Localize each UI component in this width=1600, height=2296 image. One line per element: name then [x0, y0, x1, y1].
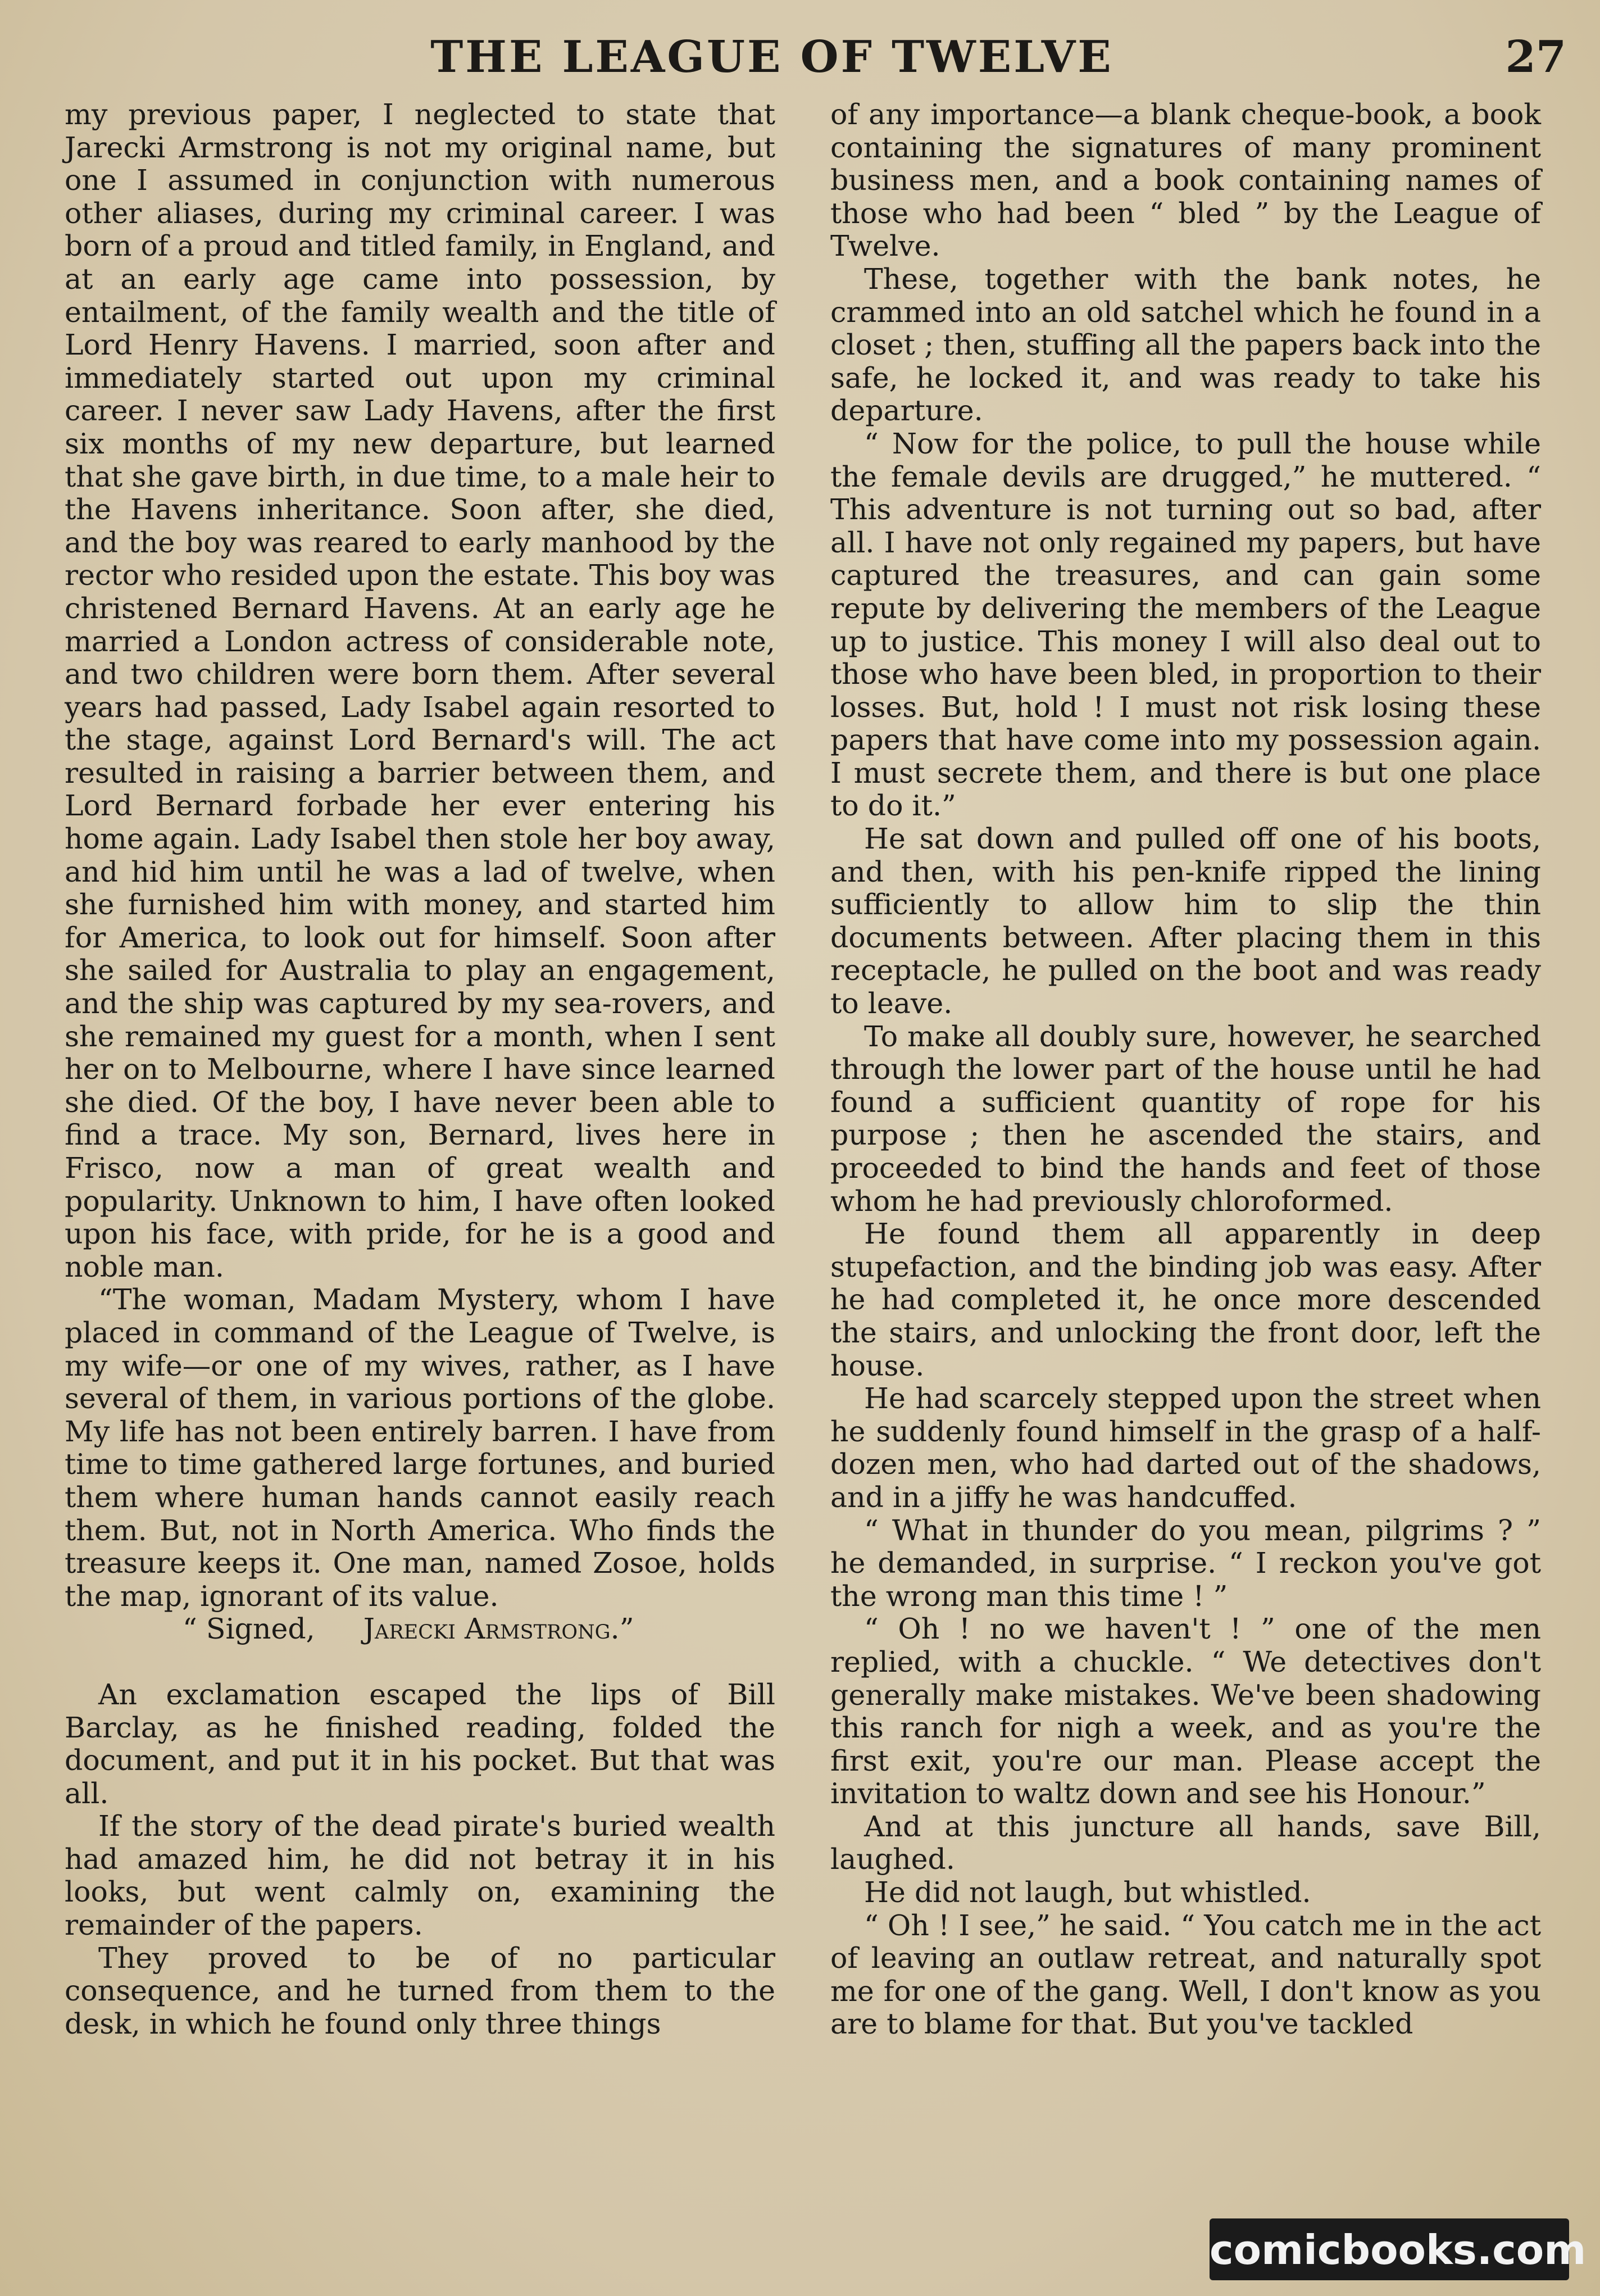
page-header	[62, 26, 1566, 88]
paragraph: He found them all apparently in deep stupefaction, and the binding job was easy. After he had completed it, he once more descended the stairs, and unlocking the front door, left the house.	[830, 1217, 1541, 1382]
paragraph: “ Oh ! no we haven't ! ” one of the men replied, with a chuckle. “ We detectives don't generally make mistakes. We've been shadowing this ranch for nigh a week, and as you're the first exit, you're our man. Please accept the invitation to waltz down and see his Honour.”	[830, 1612, 1541, 1811]
right-column	[830, 98, 1541, 2041]
paragraph: “The woman, Madam Mystery, whom I have placed in command of the League of Twelve, is my wife—or one of my wives, rather, as I have several of them, in various portions of the globe. My life has not been entirely barren. I have from time to time gathered large fortunes, and buried them where human hands cannot easily reach them. But, not in North America. Who finds the treasure keeps it. One man, named Zosoe, holds the map, ignorant of its value.	[65, 1283, 775, 1613]
paragraph: “ Now for the police, to pull the house while the female devils are drugged,” he muttered. “ This adventure is not turning out so bad, after all. I have not only regained my papers, but have captured the treasures, and can gain some repute by delivering the members of the League up to justice. This money I will also deal out to those who have been bled, in proportion to their losses. But, hold ! I must not risk losing these papers that have come into my possession again. I must secrete them, and there is but one place to do it.”	[830, 426, 1541, 823]
paragraph: If the story of the dead pirate's buried wealth had amazed him, he did not betray it in his looks, but went calmly on, examining the remainder of the papers.	[65, 1809, 775, 1942]
paragraph: He sat down and pulled off one of his boots, and then, with his pen-knife ripped the lining sufficiently to allow him to slip the thin documents between. After placing them in this receptacle, he pulled on the boot and was ready to leave.	[830, 822, 1541, 1020]
paragraph: of any importance—a blank cheque-book, a book containing the signatures of many prominent business men, and a book containing names of those who had been “ bled ” by the League of Twelve.	[830, 98, 1541, 263]
paragraph: He did not laugh, but whistled.	[864, 1876, 1311, 1909]
paragraph: To make all doubly sure, however, he searched through the lower part of the house until he had found a sufficient quantity of rope for his purpose ; then he ascended the stairs, and proceeded to bind the hands and feet of those whom he had previously chloroformed.	[830, 1019, 1541, 1218]
watermark	[1210, 2218, 1587, 2280]
signature-label: “ Signed,	[183, 1612, 315, 1646]
signature-line	[65, 1613, 775, 1646]
paragraph: my previous paper, I neglected to state that Jarecki Armstrong is not my original name, but one I assumed in conjunction with numerous other aliases, during my criminal career. I was born of a proud and titled family, in England, and at an early age came into possession, by entailment, of the family wealth and the title of Lord Henry Havens. I married, soon after and immediately started out upon my criminal career. I never saw Lady Havens, after the first six months of my new departure, but learned that she gave birth, in due time, to a male heir to the Havens inheritance. Soon after, she died, and the boy was reared to early manhood by the rector who resided upon the estate. This boy was christened Bernard Havens. At an early age he married a London actress of considerable note, and two children were born them. After several years had passed, Lady Isabel again resorted to the stage, against Lord Bernard's will. The act resulted in raising a barrier between them, and Lord Bernard forbade her ever entering his home again. Lady Isabel then stole her boy away, and hid him until he was a lad of twelve, when she furnished him with money, and started him for America, to look out for himself. Soon after she sailed for Australia to play an engagement, and the ship was captured by my sea-rovers, and she remained my guest for a month, when I sent her on to Melbourne, where I have since learned she died. Of the boy, I have never been able to find a trace. My son, Bernard, lives here in Frisco, now a man of great wealth and popularity. Unknown to him, I have often looked upon his face, with pride, for he is a good and noble man.	[65, 98, 775, 1283]
paragraph: They proved to be of no particular consequence, and he turned from them to the desk, in which he found only three things	[65, 1941, 775, 2040]
paragraph: An exclamation escaped the lips of Bill Barclay, as he finished reading, folded the document, and put it in his pocket. But that was all.	[65, 1677, 775, 1810]
paragraph: He had scarcely stepped upon the street when he suddenly found himself in the grasp of a half-dozen men, who had darted out of the shadows, and in a jiffy he was handcuffed.	[830, 1382, 1541, 1514]
running-title: THE LEAGUE OF TWELVE	[430, 31, 1113, 83]
paragraph: And at this juncture all hands, save Bill, laughed.	[830, 1809, 1541, 1876]
paragraph: “ Oh ! I see,” he said. “ You catch me in the act of leaving an outlaw retreat, and naturally spot me for one of the gang. Well, I don't know as you are to blame for that. But you've tackled	[830, 1908, 1541, 2041]
page-number: 27	[1505, 31, 1566, 83]
signature-name: Jarecki Armstrong.”	[363, 1612, 634, 1646]
watermark-text: comicbooks.com	[1210, 2226, 1587, 2274]
left-column	[65, 98, 775, 2040]
paragraph: “ What in thunder do you mean, pilgrims ? ” he demanded, in surprise. “ I reckon you've got the wrong man this time ! ”	[830, 1513, 1541, 1613]
paragraph: These, together with the bank notes, he crammed into an old satchel which he found in a closet ; then, stuffing all the papers back into the safe, he locked it, and was ready to take his departure.	[830, 262, 1541, 428]
